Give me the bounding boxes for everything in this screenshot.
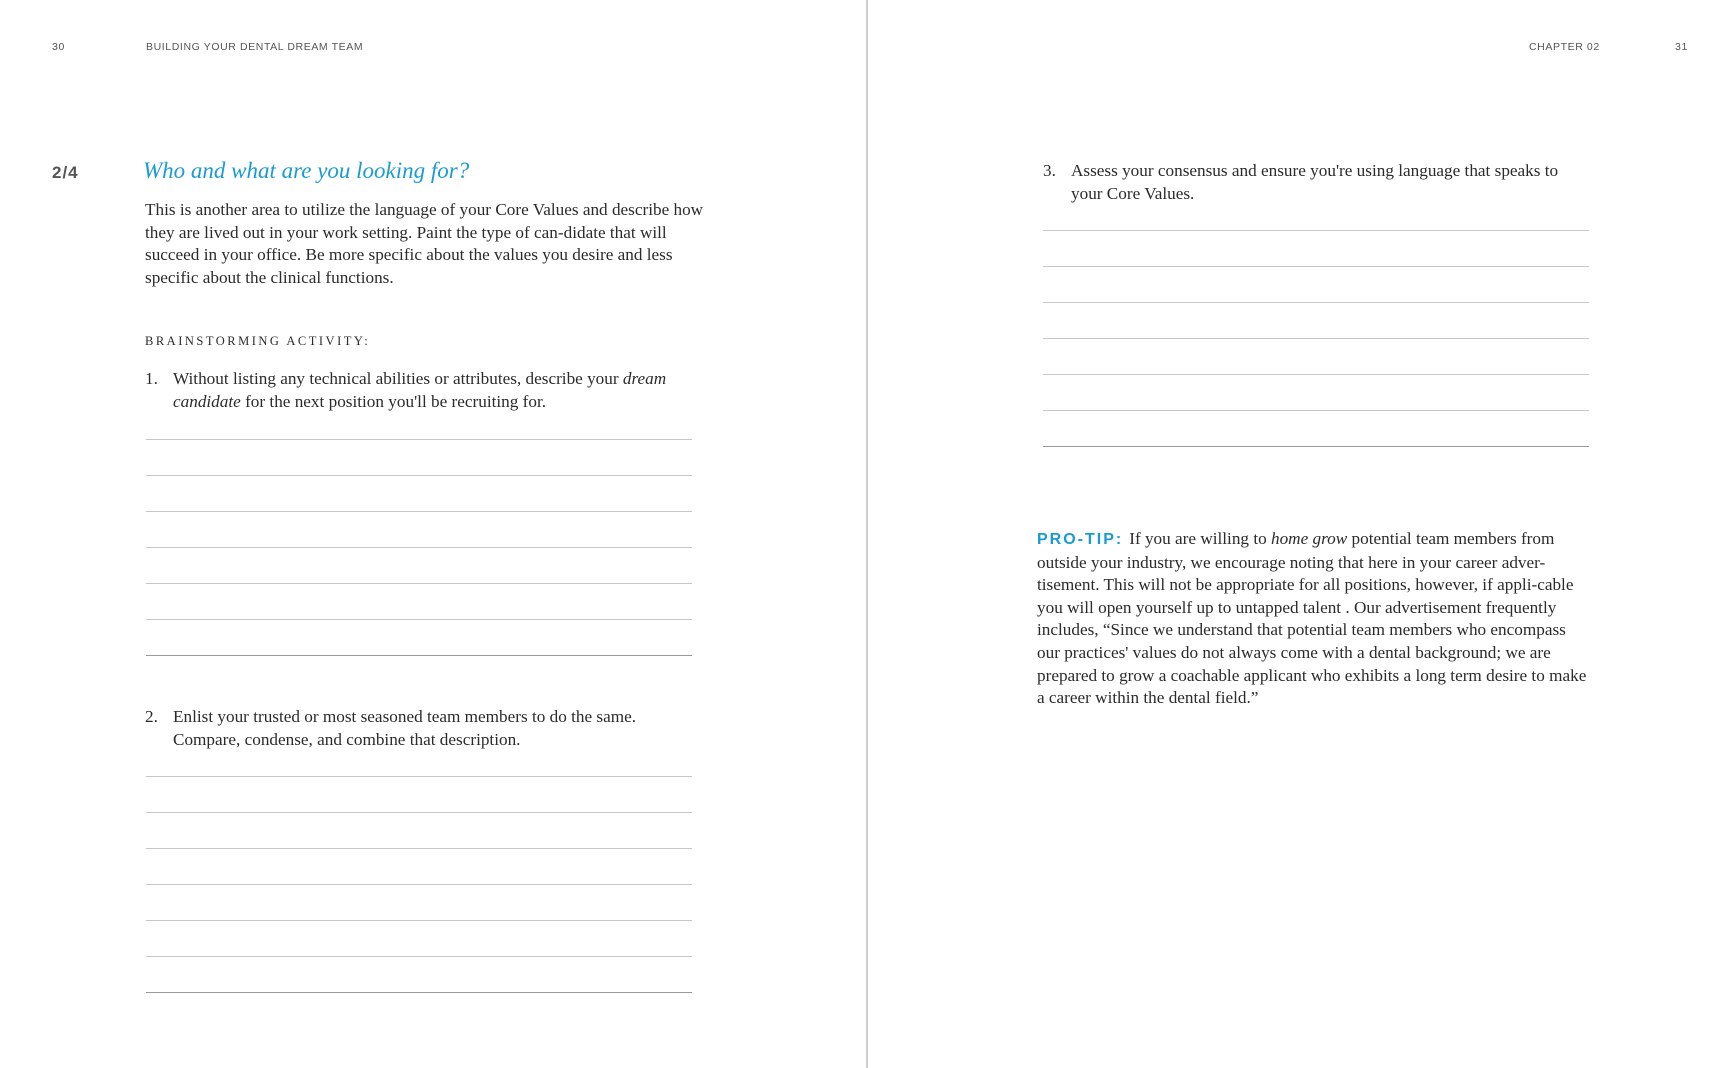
intro-paragraph: This is another area to utilize the language of your Core Values and describe how they are lived out in your work setting. Paint the type of can-didate that will succeed in your office. Be more specific about the values you desire and less specific about the clinical functions. — [145, 200, 704, 287]
page-number-right: 31 — [1675, 41, 1688, 53]
answer-line[interactable] — [146, 813, 692, 849]
answer-lines-2[interactable] — [146, 741, 692, 993]
section-title: Who and what are you looking for? — [143, 158, 470, 183]
answer-line[interactable] — [146, 512, 692, 548]
answer-line[interactable] — [146, 741, 692, 777]
pro-tip-text-a: If you are willing to — [1129, 529, 1271, 548]
answer-line[interactable] — [1043, 411, 1589, 447]
pro-tip-label: PRO-TIP: — [1037, 531, 1124, 548]
answer-line[interactable] — [146, 957, 692, 993]
pro-tip — [1037, 528, 1592, 710]
answer-line[interactable] — [1043, 231, 1589, 267]
answer-line[interactable] — [1043, 339, 1589, 375]
pro-tip-text-emphasis: home grow — [1270, 529, 1348, 548]
question-3-text: Assess your consensus and ensure you're using language that speaks to your Core Values. — [1071, 161, 1559, 203]
running-header-left: BUILDING YOUR DENTAL DREAM TEAM — [146, 41, 364, 53]
answer-lines-1[interactable] — [146, 404, 692, 656]
answer-line[interactable] — [146, 584, 692, 620]
running-header-right: CHAPTER 02 — [1529, 41, 1600, 53]
question-2-number: 2. — [145, 707, 158, 726]
question-1-text-b: for the next position you'll be recruiting for. — [240, 392, 547, 411]
answer-line[interactable] — [1043, 375, 1589, 411]
answer-line[interactable] — [146, 476, 692, 512]
answer-line[interactable] — [1043, 267, 1589, 303]
answer-lines-3[interactable] — [1043, 195, 1589, 447]
answer-line[interactable] — [146, 620, 692, 656]
answer-line[interactable] — [146, 921, 692, 957]
question-1-text-a: Without listing any technical abilities or attributes, describe your — [173, 369, 623, 388]
page-number-left: 30 — [52, 41, 65, 53]
brainstorming-subheading: BRAINSTORMING ACTIVITY: — [145, 334, 371, 348]
answer-line[interactable] — [146, 777, 692, 813]
answer-line[interactable] — [1043, 195, 1589, 231]
pro-tip-text-b: potential team members from outside your industry, we encourage noting that here in your career adver-tisement. This will not be appropriate for all positions, however, if appli-cable you will open yourself up to untapped talent . Our advertisement frequently includes, “Since we understand that potential team members who encompass our practices' values do not always come with a dental background; we are prepared to grow a coachable applicant who exhibits a long term desire to make a career within the dental field.” — [1037, 529, 1587, 708]
question-1-text-emphasis: dream candidate — [173, 369, 667, 411]
question-3-number: 3. — [1043, 161, 1056, 180]
question-2-text: Enlist your trusted or most seasoned team members to do the same. Compare, condense, and combine that description. — [173, 707, 637, 749]
section-number: 2/4 — [52, 163, 79, 182]
question-1-number: 1. — [145, 369, 158, 388]
answer-line[interactable] — [1043, 303, 1589, 339]
answer-line[interactable] — [146, 440, 692, 476]
answer-line[interactable] — [146, 404, 692, 440]
answer-line[interactable] — [146, 548, 692, 584]
answer-line[interactable] — [146, 885, 692, 921]
answer-line[interactable] — [146, 849, 692, 885]
